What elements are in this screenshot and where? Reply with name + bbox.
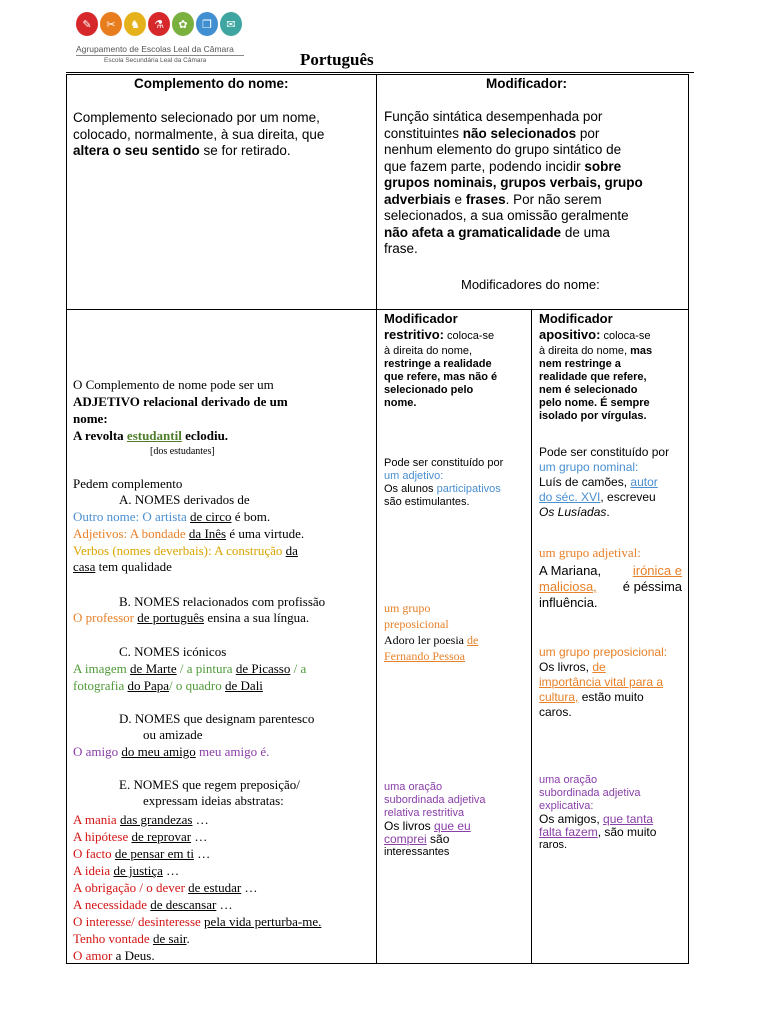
example-highlight: autor <box>630 475 658 489</box>
example-text: estão muito <box>578 690 644 704</box>
table-row-divider <box>66 309 689 310</box>
line: subordinada adjetiva <box>384 794 486 806</box>
example-text: são <box>426 832 450 846</box>
modificadores-do-nome-label: Modificadores do nome: <box>461 277 600 292</box>
def-line: isolado por vírgulas. <box>539 410 647 422</box>
example-underlined: de Dali <box>225 678 263 693</box>
group-c-example <box>73 678 263 694</box>
example-text: Tenho vontade <box>73 931 153 946</box>
line <box>539 660 667 675</box>
def-bold: sobre <box>584 158 622 174</box>
logo-divider <box>76 55 244 56</box>
line <box>539 826 656 839</box>
example-highlight: falta fazem <box>539 825 598 839</box>
line: Pode ser constituído por <box>384 457 504 469</box>
example-underlined: de circo <box>189 509 232 524</box>
group-e-heading: E. NOMES que regem preposição/ <box>119 777 300 792</box>
line <box>384 632 478 648</box>
group-a-example <box>73 543 298 559</box>
page-title: Português <box>300 50 374 69</box>
line: uma oração <box>539 774 598 786</box>
example-text: A ideia <box>73 863 114 878</box>
example-highlight: maliciosa, <box>539 579 597 594</box>
adj-intro-line: O Complemento de nome pode ser um <box>73 377 274 392</box>
example-text: … <box>193 846 211 861</box>
example-text: … <box>216 897 233 912</box>
title-text: coloca-se <box>443 330 495 342</box>
adj-example-note: [dos estudantes] <box>150 446 215 457</box>
line: um adjetivo: <box>384 470 444 482</box>
example-text: O facto <box>73 846 115 861</box>
table-border-top <box>66 74 689 75</box>
def-line: nome. <box>384 397 417 409</box>
group-e-example <box>73 948 155 964</box>
line: um grupo <box>384 601 431 615</box>
example-text: a Deus. <box>112 948 155 963</box>
apositivo-preposicional <box>539 645 667 720</box>
example-text: é péssima <box>622 579 682 594</box>
line <box>539 579 682 595</box>
example-text: A hipótese <box>73 829 132 844</box>
group-b-example <box>73 610 309 626</box>
adj-example <box>73 428 228 444</box>
def-line: selecionado pelo <box>384 384 474 396</box>
def-text: e <box>450 191 466 207</box>
line <box>539 505 669 520</box>
example-highlight: que eu <box>434 819 471 833</box>
adj-intro-line: nome: <box>73 411 108 426</box>
example-underlined: de justiça <box>113 863 163 878</box>
def-line <box>384 126 686 143</box>
def-line <box>384 159 686 176</box>
def-bold: altera o seu sentido <box>73 143 200 158</box>
group-e-example <box>73 914 321 930</box>
group-e-example <box>73 829 207 845</box>
example-underlined: das grandezas <box>119 812 193 827</box>
example-underlined: do Papa <box>127 678 170 693</box>
logo-icon-7: ✉ <box>220 12 242 36</box>
example-text: A revolta <box>73 428 127 443</box>
example-underlined: de descansar <box>150 897 217 912</box>
modificador-definition <box>384 109 686 258</box>
def-bold: mas <box>630 345 653 357</box>
example-underlined: pela vida perturba-me. <box>204 914 322 929</box>
example-highlight: do séc. XVI <box>539 490 601 504</box>
def-text: à direita do nome, <box>539 345 631 357</box>
example-text: A obrigação / o dever <box>73 880 189 895</box>
def-line <box>384 192 686 209</box>
example-highlight: irónica e <box>632 563 682 578</box>
line <box>384 483 503 496</box>
restritivo-adjetivo <box>384 457 503 509</box>
example-text: … <box>191 829 208 844</box>
title-text: coloca-se <box>600 330 651 342</box>
def-line: restringe a realidade <box>384 358 492 370</box>
def-bold: não afeta a gramaticalidade <box>384 224 562 240</box>
example-text: tem qualidade <box>95 559 172 574</box>
example-highlight: de <box>466 633 479 647</box>
def-line: que refere, mas não é <box>384 371 498 383</box>
adj-intro-line: ADJETIVO relacional derivado de um <box>73 394 288 409</box>
complemento-definition <box>73 110 373 160</box>
example-highlight: participativos <box>436 483 501 495</box>
complemento-heading: Complemento do nome: <box>134 76 289 91</box>
example-text: O professor <box>73 610 138 625</box>
example-text: / o quadro <box>169 678 226 693</box>
school-name: Agrupamento de Escolas Leal da Câmara <box>76 44 234 54</box>
apositivo-adjetival <box>539 545 641 561</box>
example-underlined: de estudar <box>188 880 242 895</box>
example-underlined: de sair <box>152 931 187 946</box>
example-underlined: do meu amigo <box>121 744 196 759</box>
def-bold: não selecionados <box>462 125 577 141</box>
example-text: / a <box>290 661 307 676</box>
example-text: meu amigo é. <box>195 744 270 759</box>
logo-icon-3: ♞ <box>124 12 146 36</box>
def-line: pelo nome. É sempre <box>539 397 650 409</box>
line: um grupo nominal: <box>539 460 639 474</box>
logo-icon-2: ✂ <box>100 12 122 36</box>
def-text: . Por não serem <box>505 191 602 207</box>
apositivo-title: Modificador <box>539 311 613 326</box>
restritivo-preposicional <box>384 600 478 664</box>
example-highlight: estudantil <box>126 428 182 443</box>
table-column-divider <box>376 74 377 964</box>
example-text: Luís de camões, <box>539 475 631 489</box>
example-highlight: cultura, <box>539 690 579 704</box>
example-text: A Mariana, <box>539 563 602 578</box>
logo-icon-5: ✿ <box>172 12 194 36</box>
example-text: O amigo <box>73 744 122 759</box>
group-e-example <box>73 863 179 879</box>
title-divider <box>66 72 694 73</box>
apositivo-adjetival-example <box>539 563 682 611</box>
table-border-bottom <box>66 963 689 964</box>
example-text: O interesse/ desinteresse <box>73 914 205 929</box>
example-underlined: de reprovar <box>131 829 192 844</box>
def-line: à direita do nome, <box>384 345 473 357</box>
line: preposicional <box>384 617 449 631</box>
group-e-example <box>73 897 233 913</box>
restritivo-oracao <box>384 781 486 859</box>
line: Fernando Pessoa <box>384 649 465 663</box>
title-bold: apositivo: <box>539 327 601 342</box>
apositivo-title <box>539 327 651 342</box>
def-text: que fazem parte, podendo incidir <box>384 158 585 174</box>
group-a-example <box>73 559 172 575</box>
apositivo-oracao <box>539 774 656 852</box>
group-c-example <box>73 661 306 677</box>
table-border-left <box>66 74 67 964</box>
line: um grupo preposicional: <box>539 645 668 659</box>
example-text: fotografia <box>73 678 128 693</box>
example-underlined: da <box>285 543 298 558</box>
def-line: nem é selecionado <box>539 384 638 396</box>
def-text: por <box>576 125 600 141</box>
def-line: selecionados, a sua omissão geralmente <box>384 208 629 223</box>
group-b-heading: B. NOMES relacionados com profissão <box>119 594 326 609</box>
example-text: Os amigos, <box>539 812 604 826</box>
line: raros. <box>539 839 568 851</box>
table-subcolumn-divider <box>531 309 532 964</box>
def-line: nem restringe a <box>539 358 621 370</box>
def-bold: grupos nominais, grupos verbais, grupo <box>384 175 643 190</box>
example-text: A imagem <box>73 661 131 676</box>
example-highlight: comprei <box>384 832 427 846</box>
example-text: … <box>241 880 258 895</box>
restritivo-definition <box>384 345 497 410</box>
example-text: , escreveu <box>600 490 656 504</box>
example-underlined: de pensar em ti <box>114 846 194 861</box>
def-text: de uma <box>561 224 610 240</box>
example-underlined: de Picasso <box>235 661 291 676</box>
example-text: eclodiu. <box>181 428 229 443</box>
def-line <box>539 345 652 358</box>
def-line: nenhum elemento do grupo sintático de <box>384 142 622 157</box>
logo-icon-4: ⚗ <box>148 12 170 36</box>
example-underlined: casa <box>73 559 96 574</box>
line: um grupo adjetival: <box>539 545 641 560</box>
def-line: colocado, normalmente, à sua direita, que <box>73 126 325 142</box>
group-a-heading: A. NOMES derivados de <box>119 492 250 507</box>
group-e-heading: expressam ideias abstratas: <box>143 793 284 808</box>
example-text: A mania <box>73 812 120 827</box>
line: Pode ser constituído por <box>539 445 670 459</box>
def-line: Complemento selecionado por um nome, <box>73 110 320 125</box>
def-bold: frases <box>465 191 506 207</box>
example-text: , são muito <box>597 825 657 839</box>
line <box>539 490 669 505</box>
logo-icon-6: ❐ <box>196 12 218 36</box>
example-text: Adoro ler poesia <box>384 633 467 647</box>
restritivo-title: Modificador <box>384 311 458 326</box>
example-text: / a pintura <box>176 661 236 676</box>
def-line: frase. <box>384 241 418 256</box>
title-bold: restritivo: <box>384 327 444 342</box>
group-d-heading: ou amizade <box>143 727 203 742</box>
def-line: realidade que refere, <box>539 371 647 383</box>
line: relativa restritiva <box>384 807 465 819</box>
line: importância vital para a <box>539 675 664 689</box>
example-text: Os alunos <box>384 483 437 495</box>
def-line <box>384 225 686 242</box>
example-text: Os livros, <box>539 660 593 674</box>
def-line <box>384 175 686 192</box>
line: caros. <box>539 705 572 719</box>
def-line <box>73 143 373 160</box>
line: explicativa: <box>539 800 594 812</box>
example-text: ensina a sua língua. <box>204 610 310 625</box>
example-text: . <box>186 931 190 946</box>
line: subordinada adjetiva <box>539 787 641 799</box>
example-text: . <box>606 505 610 519</box>
example-text: Outro nome: O artista <box>73 509 190 524</box>
logo-icon-1: ✎ <box>76 12 98 36</box>
line <box>539 563 682 579</box>
example-italic: Os Lusíadas <box>539 505 607 519</box>
restritivo-title <box>384 327 494 342</box>
table-border-right <box>688 74 689 964</box>
example-text: O amor <box>73 948 113 963</box>
line: influência. <box>539 595 598 610</box>
example-text: A necessidade <box>73 897 151 912</box>
example-text: Verbos (nomes deverbais): A construção <box>73 543 286 558</box>
modificador-heading: Modificador: <box>486 76 567 91</box>
def-text: se for retirado. <box>199 143 291 158</box>
school-logo <box>76 12 248 66</box>
example-text: é bom. <box>231 509 271 524</box>
group-a-example <box>73 526 304 542</box>
def-bold: adverbiais <box>384 191 451 207</box>
line: são estimulantes. <box>384 496 470 508</box>
school-subname: Escola Secundária Leal da Câmara <box>104 57 207 64</box>
line <box>384 833 486 846</box>
example-text: … <box>162 863 180 878</box>
example-highlight: que tanta <box>603 812 654 826</box>
group-e-example <box>73 880 257 896</box>
example-underlined: de português <box>137 610 205 625</box>
line <box>539 475 669 490</box>
group-e-example <box>73 846 210 862</box>
group-e-example <box>73 931 190 947</box>
line <box>539 690 667 705</box>
line: uma oração <box>384 781 443 793</box>
group-e-example <box>73 812 209 828</box>
apositivo-nominal <box>539 445 669 520</box>
example-text: Os livros <box>384 819 435 833</box>
group-d-example <box>73 744 269 760</box>
example-underlined: de Marte <box>130 661 177 676</box>
group-d-heading: D. NOMES que designam parentesco <box>119 711 315 726</box>
def-line: Função sintática desempenhada por <box>384 109 603 124</box>
def-text: constituintes <box>384 125 463 141</box>
line: interessantes <box>384 846 450 858</box>
example-text: é uma virtude. <box>226 526 305 541</box>
pedem-label: Pedem complemento <box>73 476 183 491</box>
example-text: … <box>192 812 209 827</box>
example-highlight: de <box>592 660 606 674</box>
example-text: Adjetivos: A bondade <box>73 526 189 541</box>
apositivo-definition <box>539 345 652 423</box>
example-underlined: da Inês <box>188 526 227 541</box>
group-a-example <box>73 509 270 525</box>
group-c-heading: C. NOMES icónicos <box>119 644 227 659</box>
